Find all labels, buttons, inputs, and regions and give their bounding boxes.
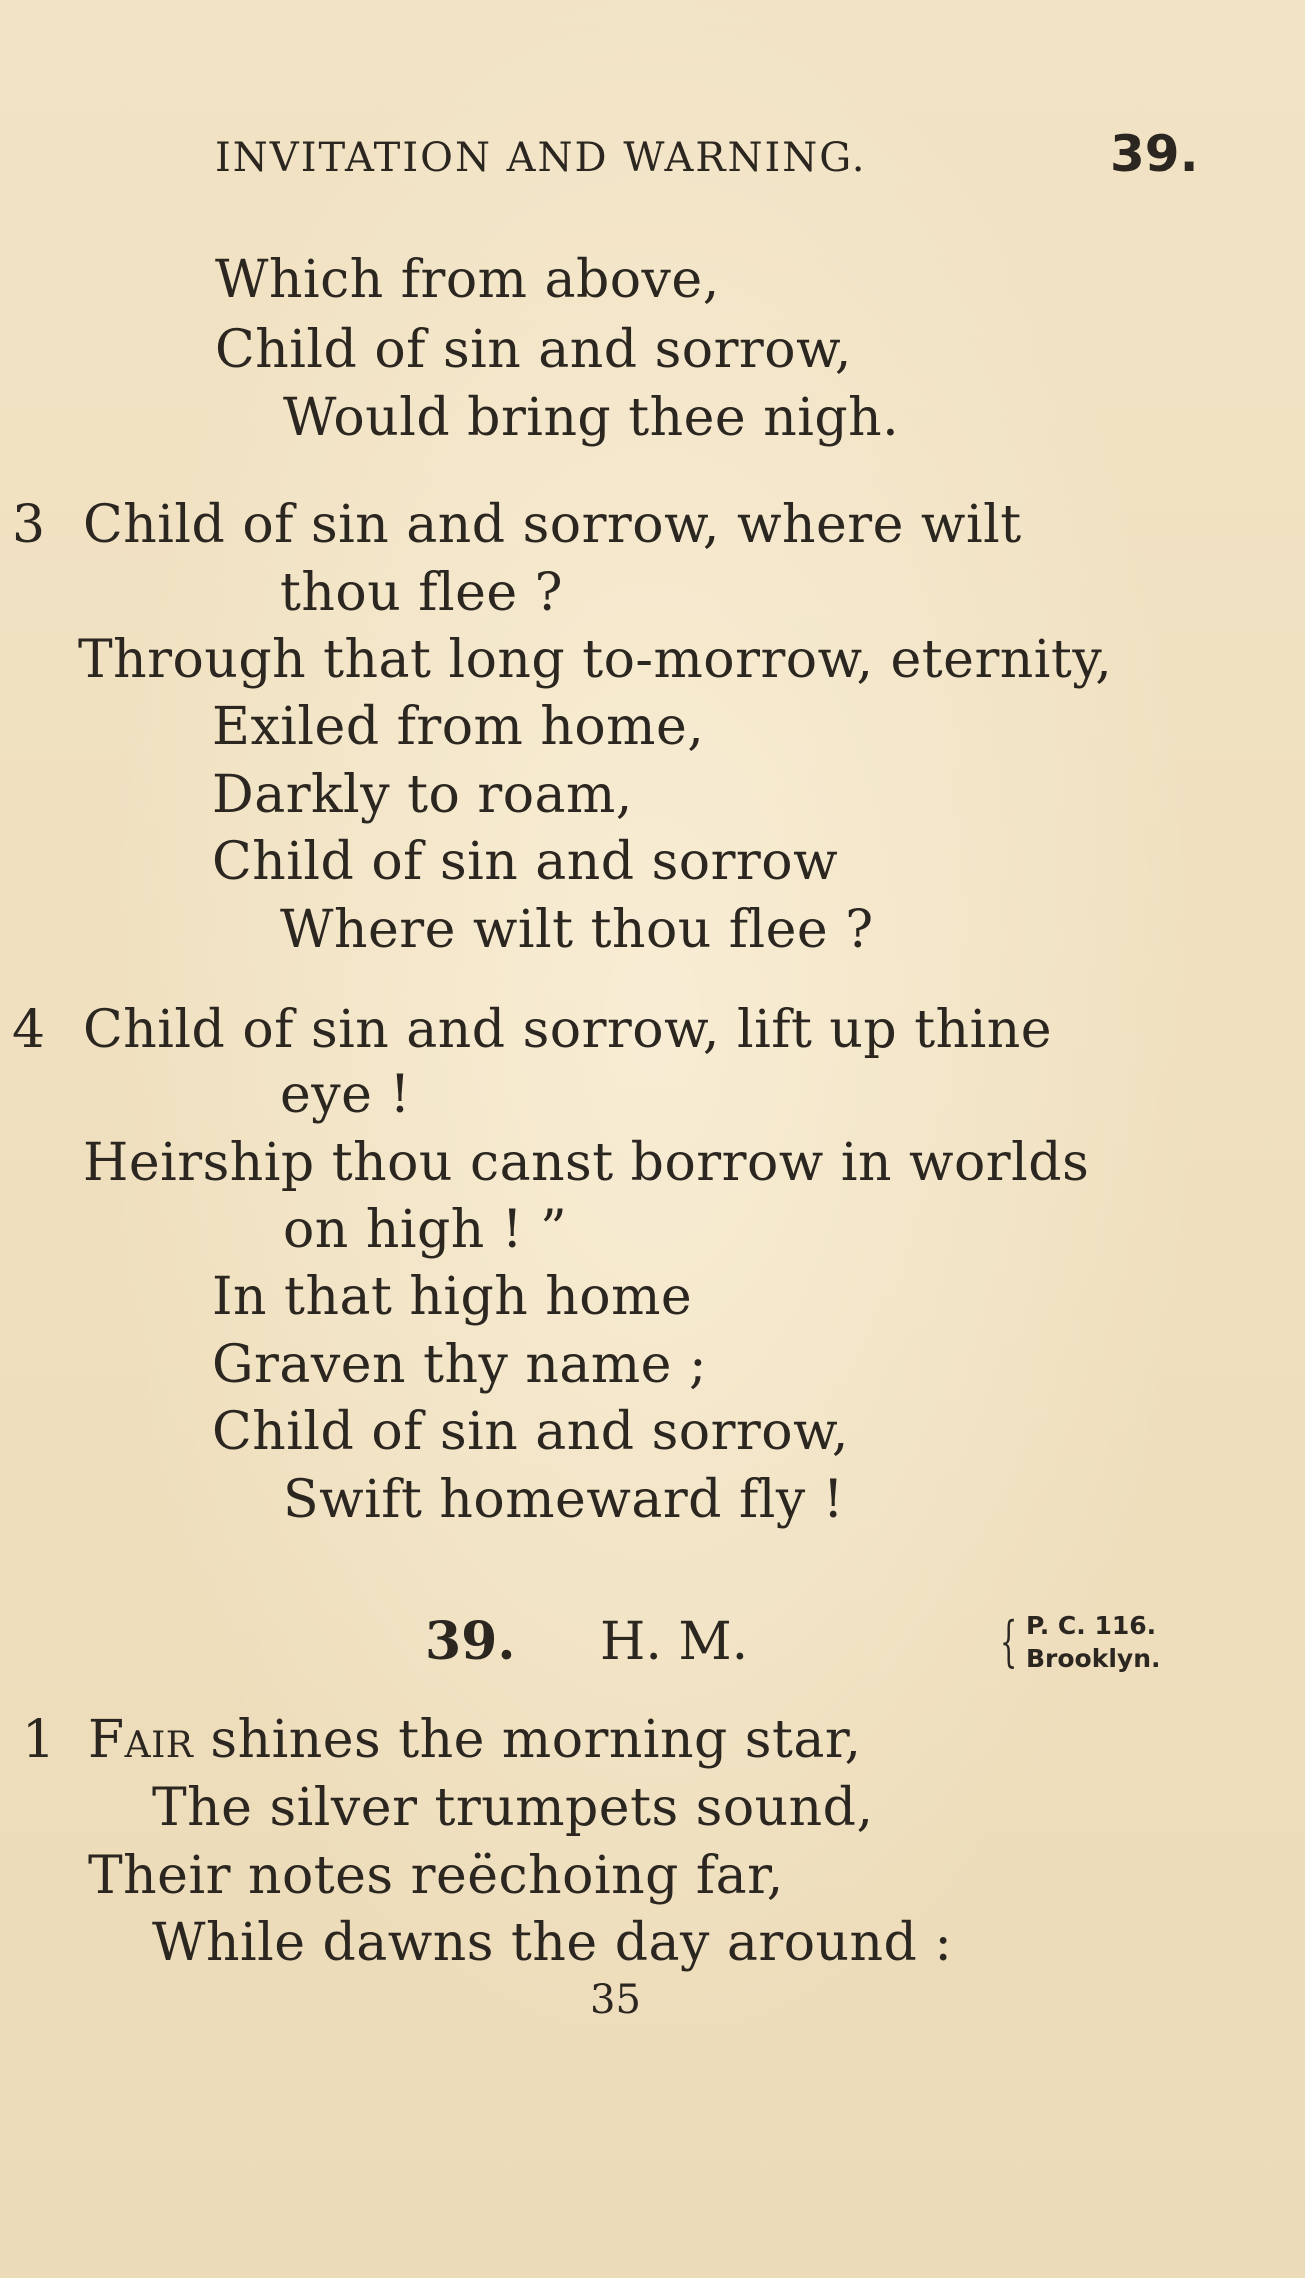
page-number: 39.: [1110, 125, 1199, 183]
continuation-line: Would bring thee nigh.: [283, 388, 900, 448]
verse-line: Child of sin and sorrow: [212, 832, 839, 892]
verse-line: Darkly to roam,: [212, 765, 633, 825]
verse-line: thou flee ?: [280, 563, 564, 623]
verse-number: 3: [12, 495, 46, 555]
verse-line: The silver trumpets sound,: [152, 1778, 874, 1838]
first-word: Fair: [88, 1710, 194, 1770]
running-header: INVITATION AND WARNING.: [215, 135, 867, 181]
verse-line: Child of sin and sorrow, where wilt: [83, 495, 1022, 555]
verse-line: Through that long to-morrow, eternity,: [78, 630, 1113, 690]
verse-line: Graven thy name ;: [212, 1335, 707, 1395]
hymn-number: 39.: [425, 1611, 516, 1672]
verse-line: Swift homeward fly !: [283, 1470, 845, 1530]
verse-line: [88, 1710, 862, 1770]
verse-line: Child of sin and sorrow, lift up thine: [83, 1000, 1053, 1060]
verse-line: While dawns the day around :: [152, 1913, 953, 1973]
continuation-line: Which from above,: [215, 250, 720, 310]
verse-line: Exiled from home,: [212, 697, 705, 757]
brace-glyph: {: [1000, 1610, 1018, 1673]
continuation-line: Child of sin and sorrow,: [215, 320, 852, 380]
verse-line: eye !: [280, 1065, 411, 1125]
verse-line: Where wilt thou flee ?: [280, 900, 874, 960]
signature-mark: 35: [590, 1977, 641, 2023]
verse-line: In that high home: [212, 1267, 693, 1327]
verse-number: 1: [22, 1710, 56, 1770]
verse-line: Heirship thou canst borrow in worlds: [83, 1133, 1090, 1193]
verse-line: on high ! ”: [283, 1200, 568, 1260]
tune-name: Brooklyn.: [1026, 1644, 1161, 1673]
first-line-rest: shines the morning star,: [193, 1710, 862, 1770]
verse-line: Their notes reëchoing far,: [88, 1846, 784, 1906]
tune-reference: P. C. 116.: [1026, 1611, 1157, 1640]
hymn-meter: H. M.: [600, 1612, 749, 1672]
verse-number: 4: [12, 1000, 46, 1060]
verse-line: Child of sin and sorrow,: [212, 1402, 849, 1462]
